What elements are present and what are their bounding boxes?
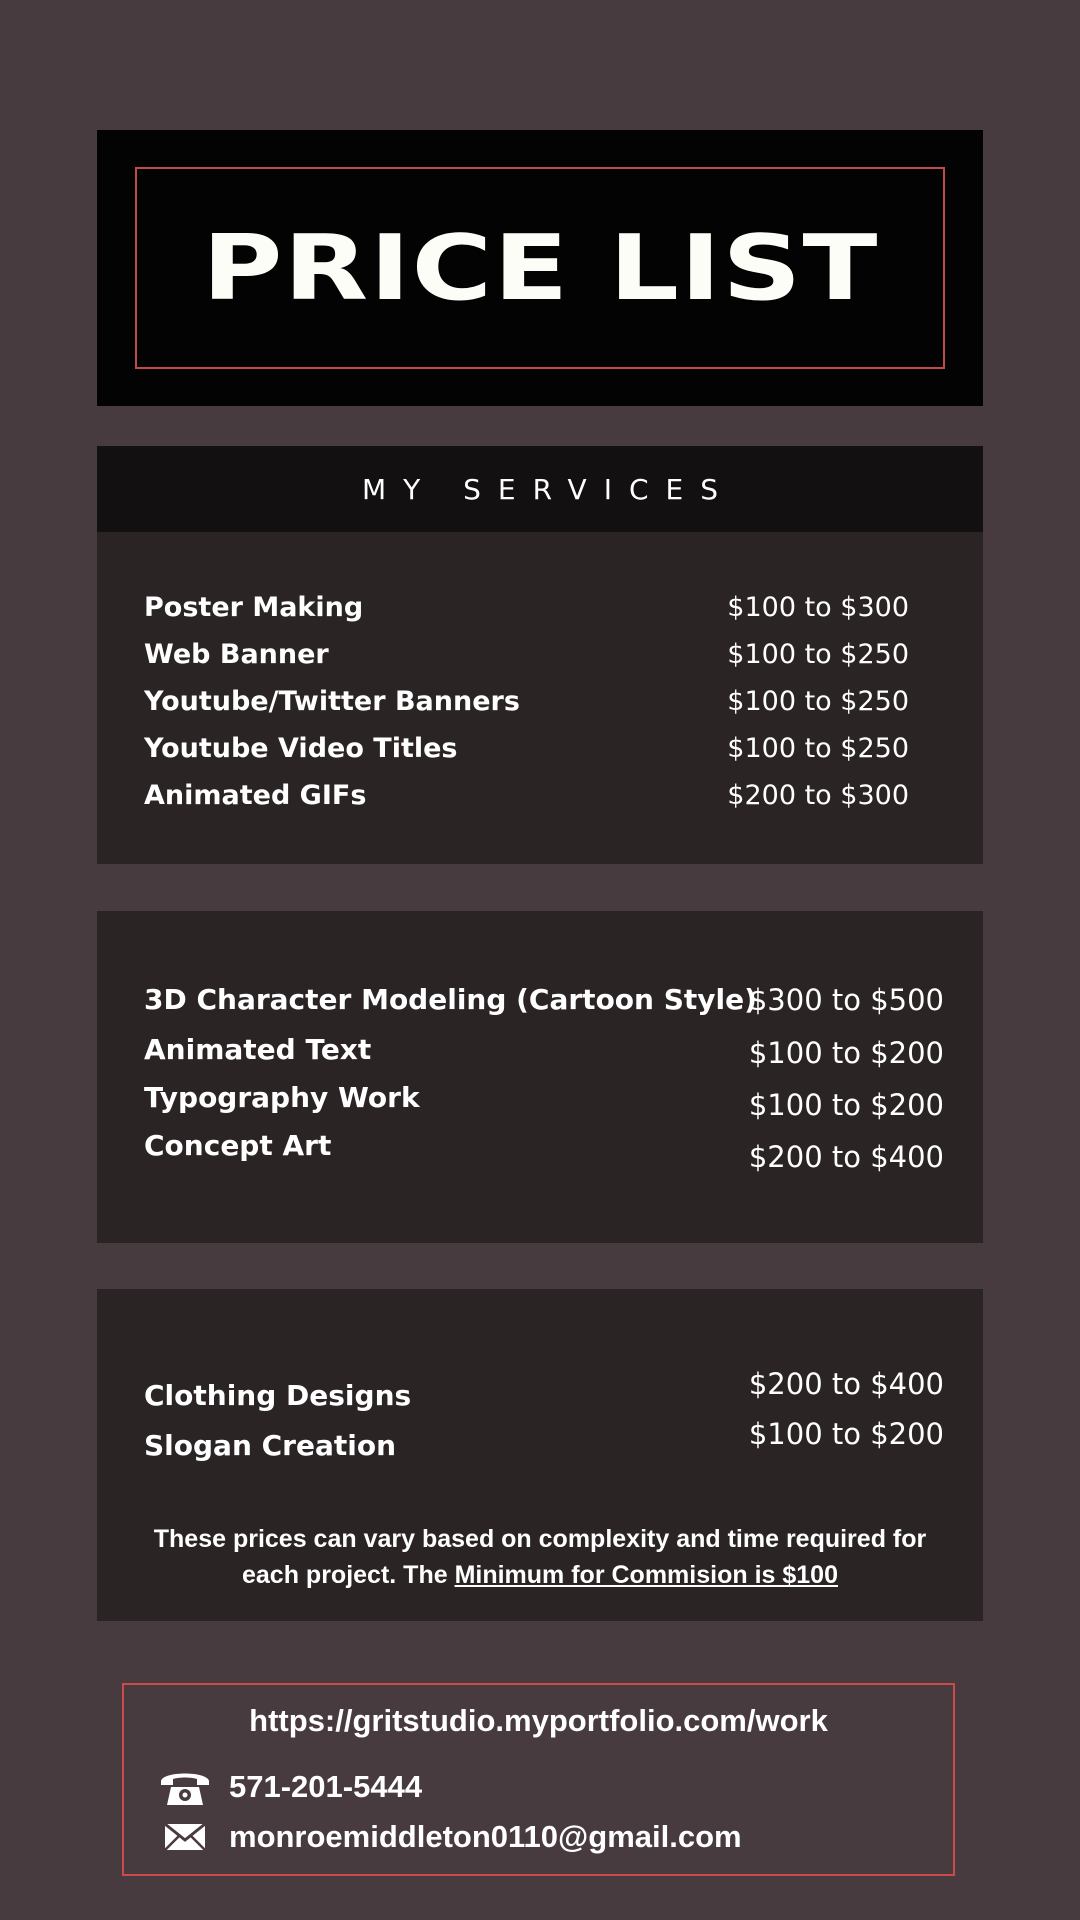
list-item	[144, 733, 909, 773]
pricing-note	[127, 1521, 953, 1593]
list-item	[144, 1129, 944, 1174]
service-name: Concept Art	[144, 1129, 332, 1162]
contact-box	[122, 1683, 955, 1876]
service-price: $100 to $250	[727, 686, 909, 717]
list-item	[144, 1367, 944, 1412]
service-name: Youtube/Twitter Banners	[144, 686, 520, 717]
list-item	[144, 1081, 944, 1121]
services-card-2	[97, 911, 983, 1243]
page-title: PRICE LIST	[201, 215, 879, 321]
service-name: Animated Text	[144, 1033, 372, 1066]
title-box	[97, 130, 983, 406]
services-heading: MY SERVICES	[362, 472, 735, 506]
service-name: Slogan Creation	[144, 1429, 397, 1462]
services-card-1	[97, 532, 983, 864]
service-name: Youtube Video Titles	[144, 733, 458, 764]
service-price: $300 to $500	[748, 983, 944, 1017]
email-row	[157, 1815, 742, 1859]
pricing-note-text: These prices can vary based on complexity and time required for each project. The	[153, 1525, 927, 1589]
service-price: $100 to $300	[727, 592, 909, 623]
service-price: $100 to $250	[727, 639, 909, 670]
service-price: $200 to $300	[727, 780, 909, 811]
service-name: Clothing Designs	[144, 1379, 412, 1412]
email-address[interactable]: monroemiddleton0110@gmail.com	[229, 1819, 742, 1854]
service-name: Web Banner	[144, 639, 329, 670]
envelope-icon	[157, 1815, 213, 1859]
service-price: $200 to $400	[748, 1140, 944, 1174]
phone-number[interactable]: 571-201-5444	[229, 1769, 423, 1804]
service-name: Poster Making	[144, 592, 364, 623]
service-price: $100 to $200	[748, 1417, 944, 1451]
list-item	[144, 639, 909, 679]
portfolio-link[interactable]: https://gritstudio.myportfolio.com/work	[249, 1703, 828, 1738]
list-item	[144, 592, 909, 632]
service-price: $100 to $250	[727, 733, 909, 764]
services-header	[97, 446, 983, 532]
service-name: 3D Character Modeling (Cartoon Style)	[144, 983, 757, 1016]
list-item	[144, 686, 909, 726]
service-price: $100 to $200	[748, 1036, 944, 1070]
service-name: Typography Work	[144, 1081, 420, 1114]
list-item	[144, 983, 944, 1023]
service-price: $200 to $400	[748, 1367, 944, 1401]
service-price: $100 to $200	[748, 1088, 944, 1122]
list-item	[144, 1417, 944, 1462]
telephone-icon	[157, 1765, 213, 1809]
minimum-commission-note: Minimum for Commision is $100	[454, 1561, 838, 1589]
services-card-3	[97, 1289, 983, 1621]
service-name: Animated GIFs	[144, 780, 367, 811]
phone-row	[157, 1765, 422, 1809]
list-item	[144, 1033, 944, 1073]
list-item	[144, 780, 909, 820]
title-frame	[135, 167, 945, 369]
